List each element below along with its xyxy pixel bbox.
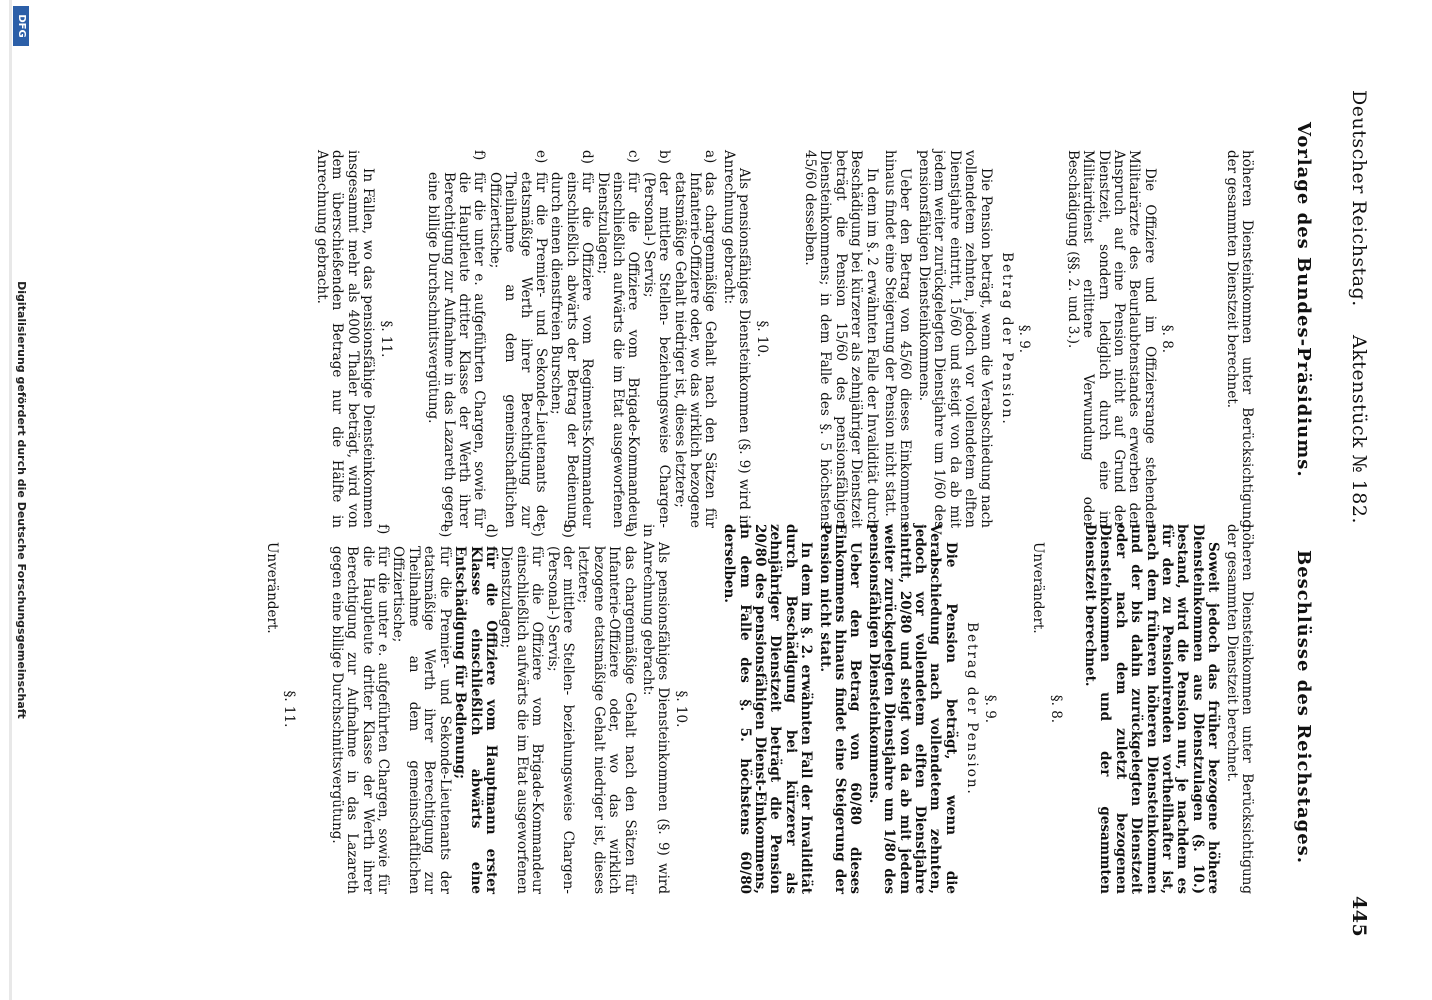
list-item <box>671 150 717 528</box>
list-item <box>544 524 575 894</box>
scan-edge <box>9 0 12 1000</box>
list-item <box>390 524 452 894</box>
left-section-10-list <box>425 150 718 528</box>
list-item-text: für die unter e. aufgeführten Chargen, sowie für die Hauptleute dritter Klasse der Werth ihrer Berechtigung zur Aufnahme in das Lazareth gegen eine billige Durchschnittsvergütung. <box>425 172 488 528</box>
right-amendment-paragraph: Soweit jedoch das früher bezogene höhere Diensteinkommen aus Dienstzulagen (§. 10.) bestand, wird die Pension nur, je nachdem es für den zu Pensionirenden vortheilhafter ist, nach dem früheren höheren Diensteinkommen und der bis dahin zurückgelegten Dienstzeit oder nach dem zuletzt bezogenen Diensteinkommen und der gesammten Dienstzeit berechnet. <box>1081 524 1222 894</box>
list-item-text: für die Offiziere vom Brigade-Kommandeur einschließlich aufwärts die im Etat ausgeworfenen Dienstzulagen; <box>594 172 642 528</box>
right-section-9-paragraph-2: Ueber den Betrag von 60/80 dieses Einkommens hinaus findet eine Steigerung der Pension nicht statt. <box>816 524 864 894</box>
list-item <box>452 524 498 894</box>
list-item-text: für die Offiziere vom Brigade-Kommandeur einschließlich aufwärts die im Etat ausgeworfenen Dienstzulagen; <box>498 546 546 894</box>
right-section-10-heading: §. 10. <box>672 690 689 728</box>
right-section-8-text: Unverändert. <box>1030 542 1047 634</box>
list-item-label: d) <box>482 524 499 538</box>
digitization-credit: Digitalisierung gefördert durch die Deutsche Forschungsgemeinschaft <box>15 281 28 719</box>
left-section-9-title: Betrag der Pension. <box>998 252 1015 426</box>
header-document-number: Aktenstück № 182. <box>1348 335 1370 524</box>
list-item-label: b) <box>559 524 576 538</box>
list-item-label: a) <box>621 524 638 538</box>
list-item-label: c) <box>529 524 546 537</box>
list-item-text: der mittlere Stellen- beziehungsweise Chargen-(Personal-) Servis; <box>640 172 673 528</box>
right-section-10-list <box>328 524 636 894</box>
list-item-text: das chargenmäßige Gehalt nach den Sätzen für Infanterie-Offiziere oder, wo das wirklich bezogene etatsmäßige Gehalt niedriger ist, dieses letztere; <box>575 546 638 894</box>
list-item-label: d) <box>579 150 596 164</box>
dfg-logo: DFG <box>13 6 29 46</box>
list-item-text: für die Offiziere vom Regiments-Kommandeur einschließlich abwärts der Betrag der Bedienung durch einen dienstfreien Burschen; <box>548 172 596 528</box>
left-section-11-text: In Fällen, wo das pensionsfähige Diensteinkommen insgesammt mehr als 4000 Thaler beträgt, wird von dem überschießenden Betrage nur die Hälfte in Anrechnung gebracht. <box>314 150 377 528</box>
left-section-8-heading: §. 8. <box>1159 324 1176 354</box>
left-section-10-intro: Als pensionsfähiges Diensteinkommen (§. 9) wird in Anrechnung gebracht: <box>720 150 753 528</box>
list-item-label: a) <box>702 150 719 164</box>
right-section-8-heading: §. 8. <box>1047 694 1064 724</box>
left-column-title: Vorlage des Bundes-Präsidiums. <box>1293 122 1314 478</box>
right-section-9-heading: §. 9. <box>981 694 998 724</box>
list-item-text: für die Offiziere vom Hauptmann erster Klasse einschließlich abwärts eine Entschädigung für Bedienung; <box>452 546 499 894</box>
header-left: Deutscher Reichstag. <box>1348 90 1370 307</box>
left-section-8-text: Die Offiziere und im Offiziersrange stehenden Militairärzte des Beurlaubtenstandes erwerben den Anspruch auf eine Pension nicht auf Grund der Dienstzeit, sondern lediglich durch eine im Militairdienst erlittene Verwundung oder Beschädigung (§§. 2. und 3.). <box>1064 150 1158 528</box>
page-number: 445 <box>1348 896 1370 938</box>
left-intro-paragraph: höheren Diensteinkommen unter Berücksichtigung der gesammten Dienstzeit berechnet. <box>1223 150 1255 528</box>
list-item-label: e) <box>532 150 549 164</box>
right-column <box>261 524 1254 894</box>
list-item-text: das chargenmäßige Gehalt nach den Sätzen für Infanterie-Offiziere oder, wo das wirklich bezogene etatsmäßige Gehalt niedriger ist, dieses letztere; <box>671 172 719 528</box>
right-section-9-paragraph-3: In dem im §. 2. erwähnten Fall der Invalidität durch Beschädigung bei kürzerer als zehnjähriger Dienstzeit beträgt die Pension 20/80 des pensionsfähigen Dienst-Einkommens, in dem Falle des §. 5. höchstens 60/80 derselben. <box>721 524 815 894</box>
right-intro-paragraph: höheren Diensteinkommen unter Berücksichtigung der gesammten Dienstzeit berechnet. <box>1223 524 1255 894</box>
list-item-label: b) <box>656 150 673 164</box>
right-column-title: Beschlüsse des Reichstages. <box>1293 550 1314 865</box>
left-section-9-heading: §. 9. <box>1016 324 1033 354</box>
list-item-label: e) <box>436 524 453 538</box>
list-item-text: für die Premier- und Sekonde-Lieutenants der etatsmäßige Werth ihrer Berechtigung zur Theilnahme an dem gemeinschaftlichen Offiziertische; <box>486 172 549 528</box>
left-column <box>311 150 1254 528</box>
left-section-9-paragraph-1: Die Pension beträgt, wenn die Verabschiedung nach vollendetem zehnten, jedoch vor vollendetem elften Dienstjahre eintritt, 15/60 und steigt von da ab mit jedem weiter zurückgelegten Dienstjahre um 1/60 des pensionsfähigen Diensteinkommens. <box>915 150 994 528</box>
left-section-9-paragraph-2: Ueber den Betrag von 45/60 dieses Einkommens hinaus findet eine Steigerung der Pension nicht statt. <box>882 150 914 528</box>
left-section-11-heading: §. 11. <box>377 320 394 358</box>
right-section-11-text: Unverändert. <box>264 542 281 634</box>
list-item-text: der mittlere Stellen- beziehungsweise Chargen-(Personal-) Servis; <box>544 546 576 894</box>
list-item-label: c) <box>625 150 642 163</box>
right-section-11-heading: §. 11. <box>281 690 298 728</box>
list-item <box>594 150 640 528</box>
list-item-label: f) <box>375 524 392 535</box>
list-item <box>640 150 671 528</box>
list-item <box>328 524 390 894</box>
list-item-text: für die unter e. aufgeführten Chargen, sowie für die Hauptleute dritter Klasse der Werth ihrer Berechtigung zur Aufnahme in das Lazareth gegen eine billige Durchschnittsvergütung. <box>328 546 392 894</box>
right-section-9-paragraph-1: Die Pension beträgt, wenn die Verabschiedung nach vollendetem zehnten, jedoch vor vollendetem elften Dienstjahre eintritt, 20/80 und steigt von da ab mit jedem weiter zurückgelegten Dienstjahre um 1/80 des pensionsfähigen Diensteinkommens. <box>865 524 959 894</box>
list-item <box>575 524 637 894</box>
left-section-9-paragraph-3: In dem im §. 2 erwähnten Falle der Invalidität durch Beschädigung bei kürzerer als zehnjähriger Dienstzeit beträgt die Pension 15/60 des pensionsfähigen Diensteinkommens; in dem Falle des §. 5 höchstens 45/60 desselben. <box>802 150 880 528</box>
right-section-9-title: Betrag der Pension. <box>964 622 981 796</box>
list-item-text: für die Premier- und Sekonde-Lieutenants der etatsmäßige Werth ihrer Berechtigung zur Theilnahme an dem gemeinschaftlichen Offiziertische; <box>390 546 453 894</box>
list-item-label: f) <box>471 150 488 161</box>
list-item <box>425 150 487 528</box>
list-item <box>498 524 544 894</box>
list-item <box>486 150 548 528</box>
left-section-10-heading: §. 10. <box>753 320 770 358</box>
list-item <box>548 150 594 528</box>
right-section-10-intro: Als pensionsfähiges Diensteinkommen (§. 9) wird in Anrechnung gebracht: <box>640 524 672 894</box>
